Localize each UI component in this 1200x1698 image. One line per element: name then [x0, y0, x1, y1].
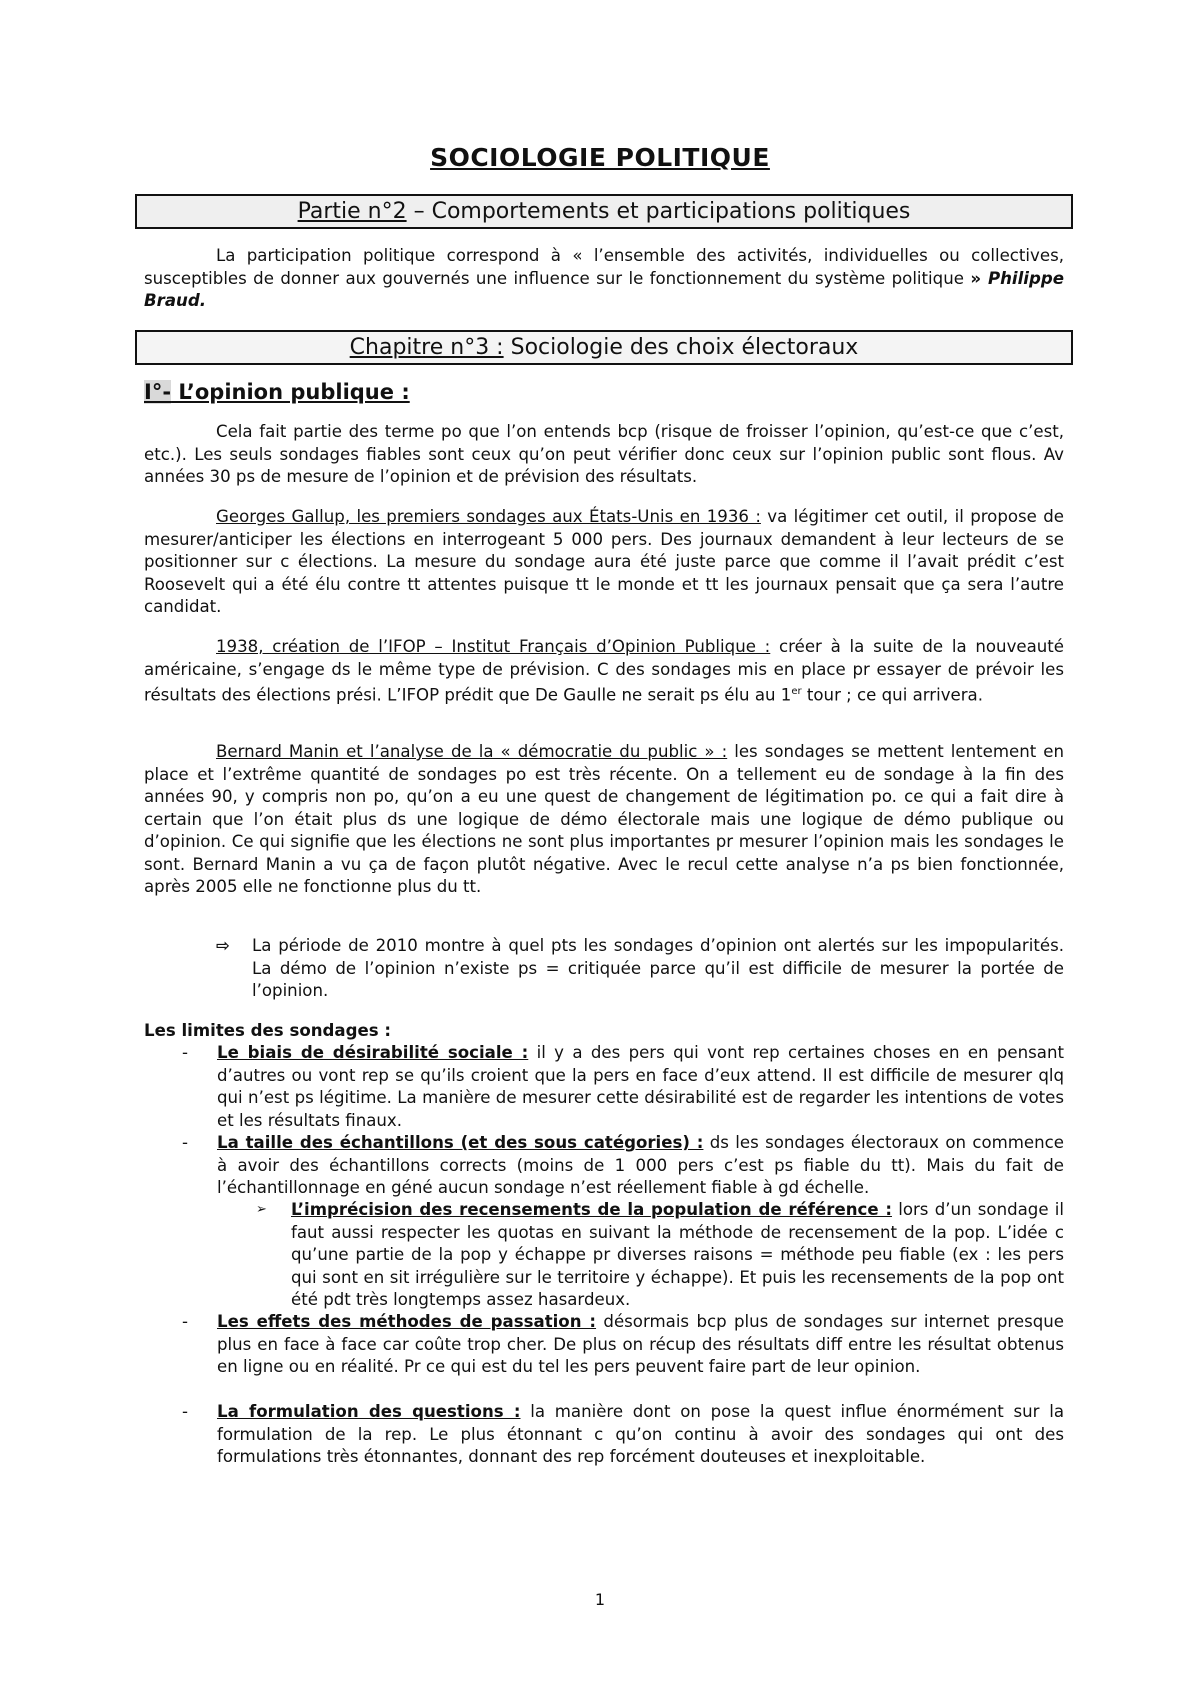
limites-heading	[144, 1020, 1064, 1043]
sub-list-item-head: L’imprécision des recensements de la population de référence :	[291, 1200, 892, 1219]
definition-paragraph	[144, 245, 1064, 313]
partie-text: Comportements et participations politiques	[431, 199, 911, 224]
arrow-right-icon: ⇨	[216, 936, 230, 955]
partie-heading	[135, 194, 1073, 229]
limites-title: Les limites des sondages :	[144, 1021, 392, 1040]
partie-label: Partie n°2	[297, 199, 407, 224]
dash-bullet: -	[182, 1043, 188, 1062]
paragraph-intro	[144, 421, 1064, 489]
list-item-body: la manière dont on pose la quest influe énormément sur la formulation de la rep. Le plus étonnant c qu’on continu à avoir des sondages qui ont des formulations très étonnantes, donnant des rep forcément douteuses et inexploitable.	[217, 1402, 1064, 1466]
chapitre-label: Chapitre n°3 :	[349, 335, 504, 360]
paragraph-manin-head: Bernard Manin et l’analyse de la « démocratie du public » :	[216, 742, 728, 761]
definition-text: La participation politique correspond à « l’ensemble des activités, individuelles ou collectives, susceptibles de donner aux gouvernés une influence sur le fonctionnement du système politique	[144, 246, 1064, 288]
document-title: SOCIOLOGIE POLITIQUE	[430, 143, 770, 172]
list-item	[144, 1042, 1064, 1132]
page-number: 1	[594, 1590, 606, 1609]
list-item-body: ds les sondages électoraux on commence à avoir des échantillons corrects (moins de 1 000 pers c’est ps fiable du tt). Mais du fait de l’échantillonnage en géné aucun sondage n’est réellement fiable à gd échelle.	[217, 1133, 1064, 1197]
arrow-bullet-text: La période de 2010 montre à quel pts les sondages d’opinion ont alertés sur les impopularités. La démo de l’opinion n’existe ps = critiquée parce qu’il est difficile de mesurer la portée de l’opinion.	[252, 936, 1064, 1000]
paragraph-manin	[144, 741, 1064, 899]
list-item-head: Les effets des méthodes de passation :	[217, 1312, 597, 1331]
partie-separator: –	[406, 199, 432, 224]
paragraph-intro-text: Cela fait partie des terme po que l’on entends bcp (risque de froisser l’opinion, qu’est-ce que c’est, etc.). Les seuls sondages fiables sont ceux qu’on peut vérifier donc ceux sur l’opinion public sont flous. Av années 30 ps de mesure de l’opinion et de prévision des résultats.	[144, 422, 1064, 486]
dash-bullet: -	[182, 1312, 188, 1331]
paragraph-ifop	[144, 636, 1064, 707]
definition-close-quote: »	[970, 268, 982, 288]
paragraph-manin-body: les sondages se mettent lentement en place et l’extrême quantité de sondages po est très récente. On a tellement eu de sondage à la fin des années 90, y compris non po, qu’on a eu une quest de changement de légitimation po. ce qui a fait dire à certain que l’on était plus ds une logique de démo électorale mais une logique de démo publique ou d’opinion. Ce qui signifie que les élections ne sont plus importantes pr mesurer l’opinion mais les sondages le sont. Bernard Manin a vu ça de façon plutôt négative. Avec le recul cette analyse n’a ps bien fonctionnée, après 2005 elle ne fonctionne plus du tt.	[144, 742, 1064, 896]
paragraph-ifop-tail: tour ; ce qui arrivera.	[801, 685, 984, 705]
sub-list-item	[256, 1199, 1064, 1312]
section-heading	[144, 380, 410, 404]
definition-author: Philippe Braud.	[144, 268, 1065, 310]
list-item	[144, 1311, 1064, 1379]
paragraph-gallup-body: va légitimer cet outil, il propose de mesurer/anticiper les élections en interrogeant 5 000 pers. Des journaux demandent à leur lecteurs de se positionner sur c élections. La mesure du sondage aura été juste parce que comme il l’avait prédit c’est Roosevelt qui a été élu contre tt attentes puisque tt le monde et tt les journaux pensait que ça sera l’autre candidat.	[144, 507, 1064, 616]
dash-bullet: -	[182, 1402, 188, 1421]
list-item-head: Le biais de désirabilité sociale :	[217, 1043, 529, 1062]
list-item-head: La taille des échantillons (et des sous catégories) :	[217, 1133, 704, 1152]
arrowhead-bullet-icon: ➢	[256, 1202, 267, 1217]
arrow-bullet	[216, 935, 1064, 1003]
list-item-head: La formulation des questions :	[217, 1402, 521, 1421]
sub-list-item-body: lors d’un sondage il faut aussi respecter les quotas en suivant la méthode de recensement de la pop. L’idée c qu’une partie de la pop y échappe pr diverses raisons = méthode peu fiable (ex : les pers qui sont en sit irrégulière sur le territoire y échappe). Et puis les recensements de la pop ont été pdt très longtemps assez hasardeux.	[291, 1200, 1064, 1309]
section-number: I°-	[144, 380, 172, 404]
chapitre-heading	[135, 330, 1073, 365]
list-item	[144, 1401, 1064, 1469]
dash-bullet: -	[182, 1133, 188, 1152]
paragraph-gallup	[144, 506, 1064, 619]
list-item-body: il y a des pers qui vont rep certaines choses en en pensant d’autres ou vont rep se qu’ils croient que la pers en face d’eux attend. Il est difficile de mesurer qlq qui n’est ps légitime. La manière de mesurer cette désirabilité est de regarder les intentions de votes et les résultats finaux.	[217, 1043, 1064, 1130]
paragraph-ifop-sup: er	[791, 686, 802, 697]
list-item	[144, 1132, 1064, 1200]
list-item-body: désormais bcp plus de sondages sur internet presque plus en face à face car coûte trop cher. De plus on récup des résultats diff entre les résultat obtenus en ligne ou en réalité. Pr ce qui est du tel les pers peuvent faire part de leur opinion.	[217, 1312, 1064, 1376]
paragraph-ifop-head: 1938, création de l’IFOP – Institut Français d’Opinion Publique :	[216, 637, 771, 656]
chapitre-text: Sociologie des choix électoraux	[503, 335, 859, 360]
paragraph-gallup-head: Georges Gallup, les premiers sondages aux États-Unis en 1936 :	[216, 507, 761, 526]
paragraph-ifop-body: créer à la suite de la nouveauté américaine, s’engage ds le même type de prévision. C des sondages mis en place pr essayer de prévoir les résultats des élections prési. L’IFOP prédit que De Gaulle ne serait ps élu au 1	[144, 637, 1065, 705]
section-text: L’opinion publique :	[171, 380, 410, 404]
